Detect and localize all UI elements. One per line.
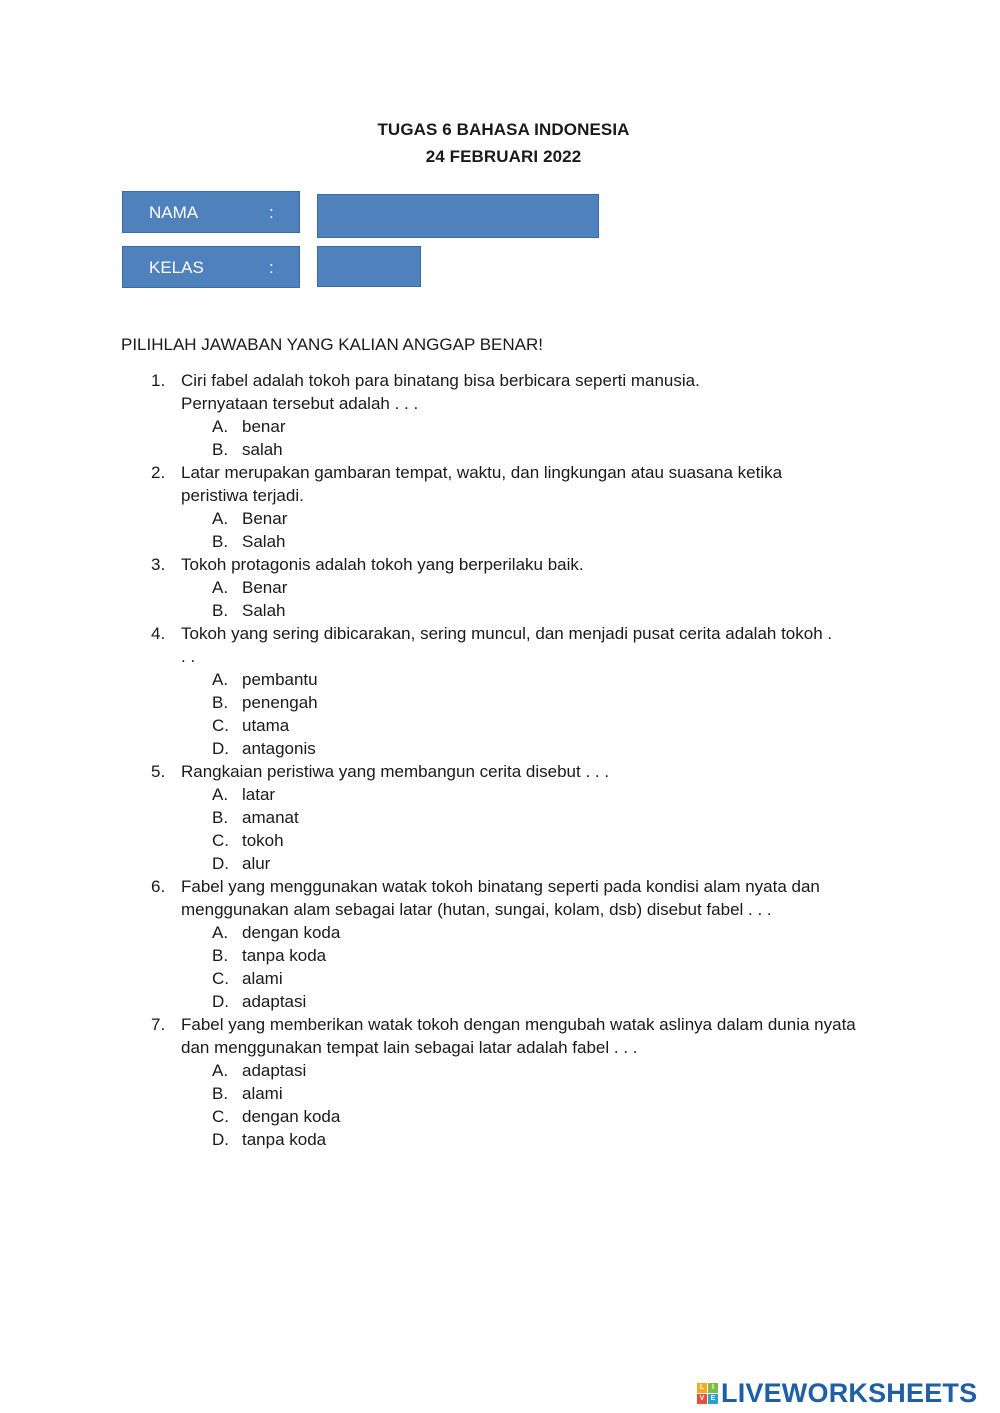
question-text: Latar merupakan gambaran tempat, waktu, dan lingkungan atau suasana ketika peristiwa terjadi. [181,463,783,505]
logo-letter: I [708,1383,718,1393]
option-letter: B. [212,693,229,712]
option-text: utama [242,716,290,735]
option-text: alami [242,1084,283,1103]
option-b[interactable] [181,944,891,967]
option-text: antagonis [242,739,316,758]
option-text: benar [242,417,286,436]
question-7 [151,1013,891,1151]
liveworksheets-logo-icon [697,1383,718,1404]
option-letter: A. [212,670,229,689]
option-c[interactable] [181,1105,891,1128]
option-text: adaptasi [242,992,307,1011]
option-c[interactable] [181,967,891,990]
option-text: latar [242,785,276,804]
question-number: 6. [151,877,166,896]
option-a[interactable] [181,668,891,691]
option-text: alur [242,854,271,873]
option-text: Salah [242,601,286,620]
option-letter: D. [212,992,229,1011]
question-1 [151,369,891,461]
class-label: KELAS [149,258,204,277]
question-text: Fabel yang menggunakan watak tokoh binatang seperti pada kondisi alam nyata dan menggunakan alam sebagai latar (hutan, sungai, kolam, dsb) disebut fabel . . . [181,877,820,919]
option-letter: C. [212,716,229,735]
option-a[interactable] [181,507,891,530]
option-text: salah [242,440,283,459]
option-letter: B. [212,1084,229,1103]
worksheet-date: 24 FEBRUARI 2022 [425,147,582,166]
logo-letter: V [697,1394,707,1404]
option-letter: D. [212,854,229,873]
liveworksheets-logo[interactable] [697,1377,977,1409]
option-b[interactable] [181,691,891,714]
worksheet-title: TUGAS 6 BAHASA INDONESIA [377,120,630,139]
option-text: tokoh [242,831,284,850]
question-text: Fabel yang memberikan watak tokoh dengan mengubah watak aslinya dalam dunia nyata dan menggunakan tempat lain sebagai latar adalah fabel . . . [181,1015,856,1057]
name-label: NAMA [149,203,199,222]
option-d[interactable] [181,737,891,760]
option-a[interactable] [181,921,891,944]
option-b[interactable] [181,530,891,553]
question-text: Tokoh yang sering dibicarakan, sering muncul, dan menjadi pusat cerita adalah tokoh . . . [181,624,833,666]
option-b[interactable] [181,1082,891,1105]
option-letter: B. [212,808,229,827]
option-letter: D. [212,739,229,758]
logo-letter: E [708,1394,718,1404]
option-letter: A. [212,1061,229,1080]
option-b[interactable] [181,599,891,622]
question-number: 2. [151,463,166,482]
option-letter: B. [212,601,229,620]
option-text: alami [242,969,283,988]
option-c[interactable] [181,829,891,852]
option-a[interactable] [181,783,891,806]
question-list [151,369,891,1151]
option-text: Benar [242,509,288,528]
option-letter: A. [212,417,229,436]
option-letter: C. [212,969,229,988]
option-text: penengah [242,693,318,712]
question-4 [151,622,891,760]
question-number: 3. [151,555,166,574]
option-a[interactable] [181,576,891,599]
option-text: dengan koda [242,923,341,942]
class-label-colon: : [269,258,274,277]
option-d[interactable] [181,1128,891,1151]
question-3 [151,553,891,622]
option-text: pembantu [242,670,318,689]
option-text: adaptasi [242,1061,307,1080]
option-text: tanpa koda [242,1130,327,1149]
option-letter: A. [212,923,229,942]
class-input[interactable] [317,246,421,287]
option-text: tanpa koda [242,946,327,965]
name-input[interactable] [317,194,599,238]
question-number: 7. [151,1015,166,1034]
question-text: Rangkaian peristiwa yang membangun cerita disebut . . . [181,762,610,781]
question-5 [151,760,891,875]
question-number: 4. [151,624,166,643]
option-letter: B. [212,532,229,551]
instruction-text: PILIHLAH JAWABAN YANG KALIAN ANGGAP BENAR! [121,335,543,354]
option-d[interactable] [181,852,891,875]
option-letter: A. [212,509,229,528]
option-d[interactable] [181,990,891,1013]
option-text: Salah [242,532,286,551]
logo-letter: L [697,1383,707,1393]
option-letter: A. [212,578,229,597]
question-text: Tokoh protagonis adalah tokoh yang berperilaku baik. [181,555,584,574]
option-text: dengan koda [242,1107,341,1126]
option-text: Benar [242,578,288,597]
question-2 [151,461,891,553]
option-a[interactable] [181,415,891,438]
name-label-colon: : [269,203,274,222]
option-letter: C. [212,831,229,850]
option-a[interactable] [181,1059,891,1082]
question-text: Ciri fabel adalah tokoh para binatang bisa berbicara seperti manusia. Pernyataan tersebut adalah . . . [181,371,700,413]
question-number: 5. [151,762,166,781]
option-letter: B. [212,440,229,459]
option-b[interactable] [181,438,891,461]
question-number: 1. [151,371,166,390]
option-letter: D. [212,1130,229,1149]
option-letter: C. [212,1107,229,1126]
question-6 [151,875,891,1013]
class-label-box [122,246,300,288]
option-text: amanat [242,808,299,827]
option-letter: A. [212,785,229,804]
logo-text: LIVEWORKSHEETS [721,1377,978,1408]
name-label-box [122,191,300,233]
option-letter: B. [212,946,229,965]
option-c[interactable] [181,714,891,737]
option-b[interactable] [181,806,891,829]
